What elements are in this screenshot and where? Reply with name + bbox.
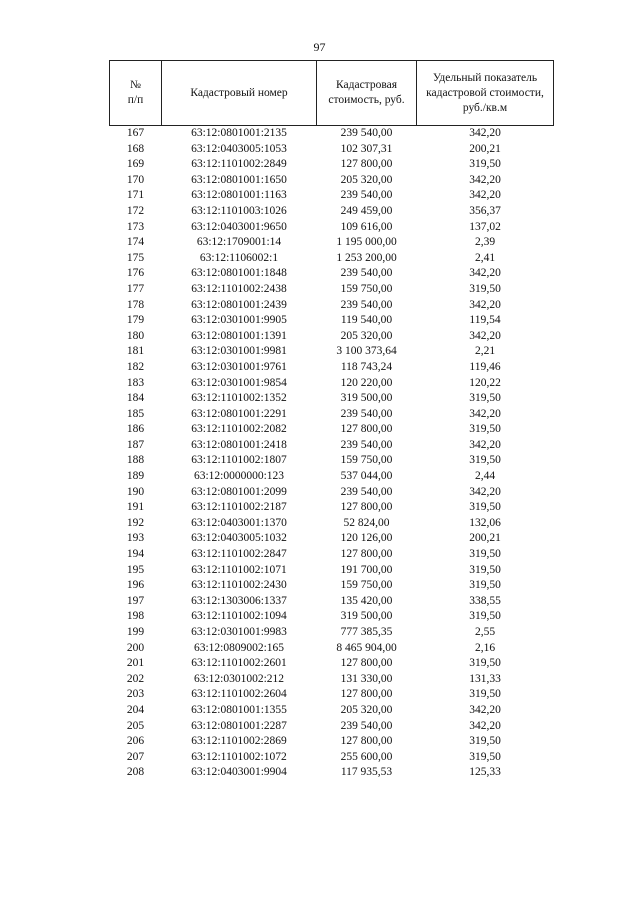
row-cost: 131 330,00 [340,672,393,685]
row-cost: 120 220,00 [340,376,393,389]
row-num: 187 [126,438,145,451]
table-row [110,687,554,703]
row-cadastral-number: 63:12:0801001:1163 [191,189,287,202]
row-cost: 319 500,00 [340,392,393,405]
row-cost: 135 420,00 [340,594,393,607]
row-num: 169 [126,158,145,171]
row-specific: 120,22 [469,376,501,389]
table-row [110,173,554,189]
row-specific: 319,50 [469,501,501,514]
row-num: 205 [126,719,145,732]
table-row [110,422,554,438]
row-num: 196 [126,579,145,592]
row-specific: 319,50 [469,423,501,436]
row-specific: 131,33 [469,672,501,685]
row-cost: 239 540,00 [340,719,393,732]
row-num: 180 [126,329,145,342]
table-row [110,765,554,781]
row-specific: 342,20 [469,173,501,186]
row-cadastral-number: 63:12:0403001:1370 [191,516,287,529]
row-cost: 255 600,00 [340,750,393,763]
row-num: 183 [126,376,145,389]
row-specific: 338,55 [469,594,501,607]
row-num: 167 [126,127,145,139]
row-cadastral-number: 63:12:1101002:1071 [191,563,287,576]
row-specific: 342,20 [469,438,501,451]
row-specific: 319,50 [469,158,501,171]
row-cadastral-number: 63:12:1101002:2082 [191,423,287,436]
row-specific: 342,20 [469,127,501,139]
row-specific: 319,50 [469,688,501,701]
row-specific: 342,20 [469,407,501,420]
row-num: 197 [126,594,145,607]
table-row [110,391,554,407]
row-num: 172 [126,204,145,217]
row-specific: 319,50 [469,657,501,670]
header-cost: Кадастровая стоимость, руб. [317,61,417,126]
row-specific: 200,21 [469,532,501,545]
row-specific: 200,21 [469,142,501,155]
table-row [110,531,554,547]
row-cadastral-number: 63:12:1101002:2438 [191,282,287,295]
table-header [110,61,554,126]
row-cost: 3 100 373,64 [336,345,397,358]
row-specific: 319,50 [469,392,501,405]
row-num: 198 [126,610,145,623]
row-cost: 239 540,00 [340,267,393,280]
row-cadastral-number: 63:12:0301001:9981 [191,345,287,358]
row-specific: 342,20 [469,267,501,280]
row-cadastral-number: 63:12:0301001:9983 [191,626,287,638]
row-specific: 319,50 [469,563,501,576]
row-cost: 159 750,00 [340,454,393,467]
table-row [110,360,554,376]
row-num: 168 [126,142,145,155]
row-num: 185 [126,407,145,420]
table-row [110,750,554,766]
table-row [110,594,554,610]
row-cost: 239 540,00 [340,298,393,311]
row-cadastral-number: 63:12:0801001:2291 [191,407,287,420]
row-cost: 127 800,00 [340,735,393,748]
page-number: 97 [313,40,326,54]
row-cadastral-number: 63:12:1101002:1094 [191,610,287,623]
table-row [110,266,554,282]
row-cadastral-number: 63:12:0301002:212 [193,672,285,685]
table-row [110,563,554,579]
row-cadastral-number: 63:12:0809002:165 [193,641,285,654]
row-cadastral-number: 63:12:0403005:1053 [191,142,287,155]
row-cadastral-number: 63:12:0801001:2418 [191,438,287,451]
row-cost: 8 465 904,00 [336,641,397,654]
row-specific: 342,20 [469,703,501,716]
row-cadastral-number: 63:12:0801001:2439 [191,298,287,311]
row-num: 173 [126,220,145,233]
row-cost: 102 307,31 [340,142,393,155]
row-specific: 342,20 [469,189,501,202]
table-row [110,625,554,641]
row-num: 195 [126,563,145,576]
row-cadastral-number: 63:12:0000000:123 [193,470,285,483]
row-cost: 205 320,00 [340,329,393,342]
row-cost: 159 750,00 [340,579,393,592]
row-cost: 1 253 200,00 [336,251,397,264]
table-row [110,578,554,594]
row-cadastral-number: 63:12:0801001:1355 [191,703,287,716]
row-specific: 342,20 [469,485,501,498]
table-row [110,142,554,158]
row-cadastral-number: 63:12:0801001:1650 [191,173,287,186]
row-cadastral-number: 63:12:1101002:2849 [191,158,287,171]
row-num: 206 [126,735,145,748]
table-row [110,438,554,454]
row-cost: 118 743,24 [340,360,393,373]
row-specific: 342,20 [469,298,501,311]
row-cost: 127 800,00 [340,548,393,561]
row-specific: 342,20 [469,329,501,342]
row-specific: 342,20 [469,719,501,732]
row-num: 178 [126,298,145,311]
row-cost: 239 540,00 [340,438,393,451]
table-row [110,188,554,204]
row-cost: 52 824,00 [343,516,390,529]
row-num: 192 [126,516,145,529]
row-cadastral-number: 63:12:0801001:2135 [191,127,287,139]
row-cost: 120 126,00 [340,532,393,545]
table-row [110,609,554,625]
row-specific: 119,46 [469,360,501,373]
row-cost: 1 195 000,00 [336,236,397,249]
row-cost: 159 750,00 [340,282,393,295]
row-num: 194 [126,548,145,561]
row-specific: 132,06 [469,516,501,529]
table-row [110,500,554,516]
row-cadastral-number: 63:12:1106002:1 [199,251,279,264]
row-specific: 119,54 [469,314,501,327]
row-num: 190 [126,485,145,498]
row-specific: 2,21 [474,345,496,358]
row-specific: 2,16 [474,641,496,654]
table-row [110,516,554,532]
table-row [110,329,554,345]
row-cadastral-number: 63:12:1101002:2869 [191,735,287,748]
row-num: 201 [126,657,145,670]
row-cadastral-number: 63:12:1101002:2601 [191,657,287,670]
row-cadastral-number: 63:12:0801001:1391 [191,329,287,342]
row-cost: 191 700,00 [340,563,393,576]
row-specific: 2,39 [474,236,496,249]
row-num: 176 [126,267,145,280]
table-row [110,719,554,735]
row-cost: 319 500,00 [340,610,393,623]
row-specific: 137,02 [469,220,501,233]
row-cost: 239 540,00 [340,127,393,139]
table-row [110,282,554,298]
table-row [110,344,554,360]
table-row [110,469,554,485]
row-num: 174 [126,236,145,249]
row-num: 202 [126,672,145,685]
table-row [110,547,554,563]
row-num: 200 [126,641,145,654]
row-specific: 319,50 [469,579,501,592]
row-specific: 319,50 [469,735,501,748]
row-specific: 125,33 [469,766,501,779]
table-row [110,734,554,750]
row-num: 179 [126,314,145,327]
row-cost: 205 320,00 [340,173,393,186]
row-cadastral-number: 63:12:1101002:2187 [191,501,287,514]
table-row [110,407,554,423]
table-row [110,485,554,501]
table-row [110,204,554,220]
row-cost: 537 044,00 [340,470,393,483]
row-cost: 119 540,00 [340,314,393,327]
row-num: 207 [126,750,145,763]
row-specific: 2,55 [474,626,496,638]
row-cadastral-number: 63:12:1101002:1352 [191,392,287,405]
table-row [110,298,554,314]
row-cost: 127 800,00 [340,657,393,670]
row-cost: 127 800,00 [340,158,393,171]
row-cost: 127 800,00 [340,688,393,701]
row-specific: 356,37 [469,204,501,217]
row-num: 189 [126,470,145,483]
table-row [110,313,554,329]
row-num: 184 [126,392,145,405]
row-cost: 239 540,00 [340,189,393,202]
row-cost: 205 320,00 [340,703,393,716]
row-cadastral-number: 63:12:1101003:1026 [191,204,287,217]
row-num: 175 [126,251,145,264]
header-specific: Удельный показатель кадастровой стоимости, руб./кв.м [417,61,554,126]
row-specific: 319,50 [469,610,501,623]
header-num: № п/п [110,61,162,126]
row-num: 208 [126,766,145,779]
row-num: 170 [126,173,145,186]
row-cadastral-number: 63:12:0403001:9650 [191,220,287,233]
row-cadastral-number: 63:12:0801001:1848 [191,267,287,280]
row-cadastral-number: 63:12:0301001:9761 [191,360,287,373]
row-cadastral-number: 63:12:1101002:1072 [191,750,287,763]
row-specific: 319,50 [469,282,501,295]
table-row [110,703,554,719]
table-row [110,251,554,267]
row-num: 182 [126,360,145,373]
table-body [110,126,554,781]
row-num: 204 [126,703,145,716]
row-num: 186 [126,423,145,436]
row-cadastral-number: 63:12:1101002:2847 [191,548,287,561]
row-cadastral-number: 63:12:1101002:2430 [191,579,287,592]
row-num: 177 [126,282,145,295]
row-cost: 117 935,53 [340,766,393,779]
row-num: 193 [126,532,145,545]
row-specific: 319,50 [469,454,501,467]
row-specific: 319,50 [469,548,501,561]
row-cost: 777 385,35 [340,626,393,638]
row-cadastral-number: 63:12:0301001:9854 [191,376,287,389]
table-row [110,376,554,392]
header-cadastral-number: Кадастровый номер [162,61,317,126]
table-row [110,157,554,173]
table-row [110,656,554,672]
row-cadastral-number: 63:12:1101002:1807 [191,454,287,467]
row-cost: 239 540,00 [340,485,393,498]
table-row [110,672,554,688]
table-row [110,126,554,142]
row-cost: 249 459,00 [340,204,393,217]
table-row [110,235,554,251]
row-specific: 319,50 [469,750,501,763]
table-row [110,453,554,469]
row-cost: 127 800,00 [340,423,393,436]
row-cadastral-number: 63:12:0801001:2287 [191,719,287,732]
row-cost: 127 800,00 [340,501,393,514]
table-row [110,220,554,236]
row-cadastral-number: 63:12:0301001:9905 [191,314,287,327]
row-specific: 2,44 [474,470,496,483]
row-num: 203 [126,688,145,701]
row-num: 188 [126,454,145,467]
row-cadastral-number: 63:12:0403001:9904 [191,766,287,779]
row-cost: 109 616,00 [340,220,393,233]
row-cost: 239 540,00 [340,407,393,420]
row-num: 171 [126,189,145,202]
cadastral-table [109,60,554,781]
row-cadastral-number: 63:12:0403005:1032 [191,532,287,545]
row-cadastral-number: 63:12:1709001:14 [196,236,282,249]
table-row [110,641,554,657]
row-num: 191 [126,501,145,514]
row-cadastral-number: 63:12:0801001:2099 [191,485,287,498]
row-cadastral-number: 63:12:1101002:2604 [191,688,287,701]
row-num: 181 [126,345,145,358]
row-specific: 2,41 [474,251,496,264]
row-cadastral-number: 63:12:1303006:1337 [191,594,287,607]
row-num: 199 [126,626,145,638]
